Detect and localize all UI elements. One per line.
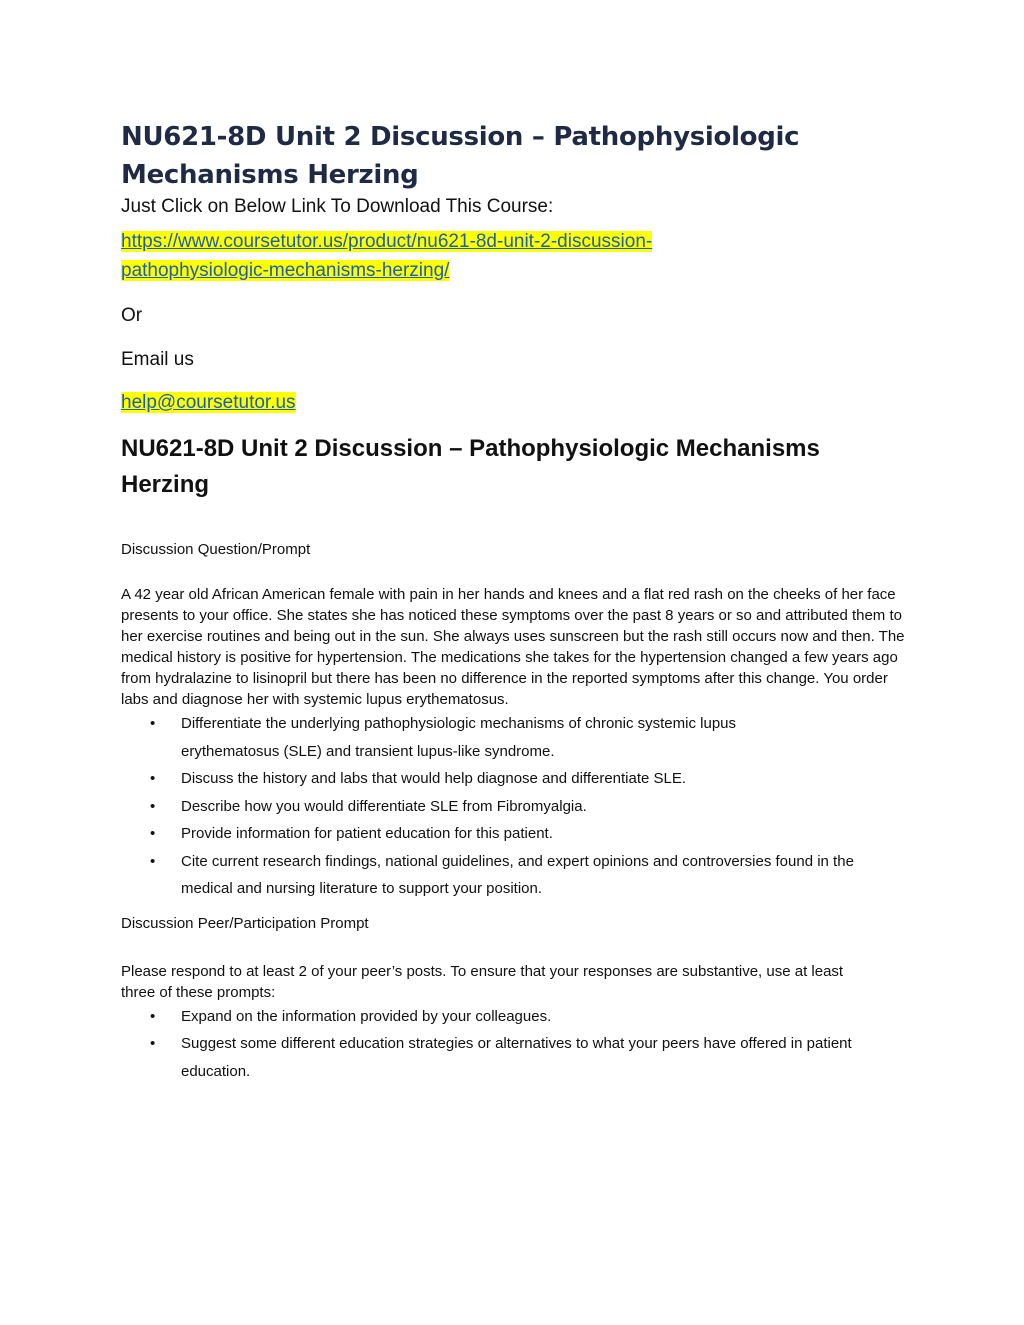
list-item-text: Discuss the history and labs that would help diagnose and differentiate SLE. bbox=[181, 770, 687, 787]
download-instruction: Just Click on Below Link To Download This Course: bbox=[121, 196, 554, 217]
list-item bbox=[121, 1030, 891, 1085]
bullet-icon: • bbox=[150, 1007, 156, 1025]
peer-prompt-label: Discussion Peer/Participation Prompt bbox=[121, 914, 369, 932]
list-item-text: Describe how you would differentiate SLE from Fibromyalgia. bbox=[181, 797, 587, 815]
download-link-block bbox=[121, 228, 761, 286]
list-item-text: Differentiate the underlying pathophysiologic mechanisms of chronic systemic lupus erythematosus (SLE) and transient lupus-like syndrome. bbox=[181, 715, 737, 760]
page-title: NU621-8D Unit 2 Discussion – Pathophysiologic Mechanisms Herzing bbox=[121, 122, 800, 190]
bullet-icon: • bbox=[150, 825, 156, 842]
email-label: Email us bbox=[121, 349, 194, 370]
peer-bullet-list bbox=[121, 1003, 911, 1086]
discussion-question-label: Discussion Question/Prompt bbox=[121, 541, 311, 558]
list-item-text: Expand on the information provided by your colleagues. bbox=[181, 1007, 552, 1025]
list-item-text: Suggest some different education strategies or alternatives to what your peers have offered in patient education. bbox=[181, 1035, 852, 1080]
list-item bbox=[121, 820, 881, 848]
bullet-icon: • bbox=[150, 797, 156, 815]
document-page bbox=[121, 118, 911, 1085]
section-heading: NU621-8D Unit 2 Discussion – Pathophysiologic Mechanisms Herzing bbox=[121, 435, 820, 498]
bullet-icon: • bbox=[150, 770, 156, 787]
bullet-icon: • bbox=[150, 852, 156, 870]
bullet-icon: • bbox=[150, 715, 156, 732]
list-item bbox=[121, 848, 891, 903]
list-item bbox=[121, 710, 781, 765]
email-link-block bbox=[121, 389, 911, 417]
list-item-text: Cite current research findings, national guidelines, and expert opinions and controversies found in the medical and nursing literature to support your position. bbox=[181, 852, 854, 897]
email-link[interactable]: help@coursetutor.us bbox=[121, 392, 296, 413]
list-item-text: Provide information for patient education for this patient. bbox=[181, 825, 553, 842]
list-item bbox=[121, 793, 881, 821]
peer-paragraph: Please respond to at least 2 of your peer’s posts. To ensure that your responses are substantive, use at least three of these prompts: bbox=[121, 962, 844, 1001]
bullet-icon: • bbox=[150, 1035, 156, 1052]
list-item bbox=[121, 1003, 891, 1031]
download-link[interactable]: https://www.coursetutor.us/product/nu621-8d-unit-2-discussion-pathophysiologic-mechanisms-herzing/ bbox=[121, 231, 653, 281]
case-paragraph: A 42 year old African American female with pain in her hands and knees and a flat red rash on the cheeks of her face presents to your office. She states she has noticed these symptoms over the past 8 years or so and attributed them to her exercise routines and being out in the sun. She always uses sunscreen but the rash still occurs now and then. The medical history is positive for hypertension. The medications she takes for the hypertension changed a few years ago from hydralazine to lisinopril but there has been no difference in the reported symptoms after this change. You order labs and diagnose her with systemic lupus erythematosus. bbox=[121, 586, 905, 708]
prompt-bullet-list bbox=[121, 710, 911, 903]
or-text: Or bbox=[121, 305, 143, 326]
list-item bbox=[121, 765, 881, 793]
